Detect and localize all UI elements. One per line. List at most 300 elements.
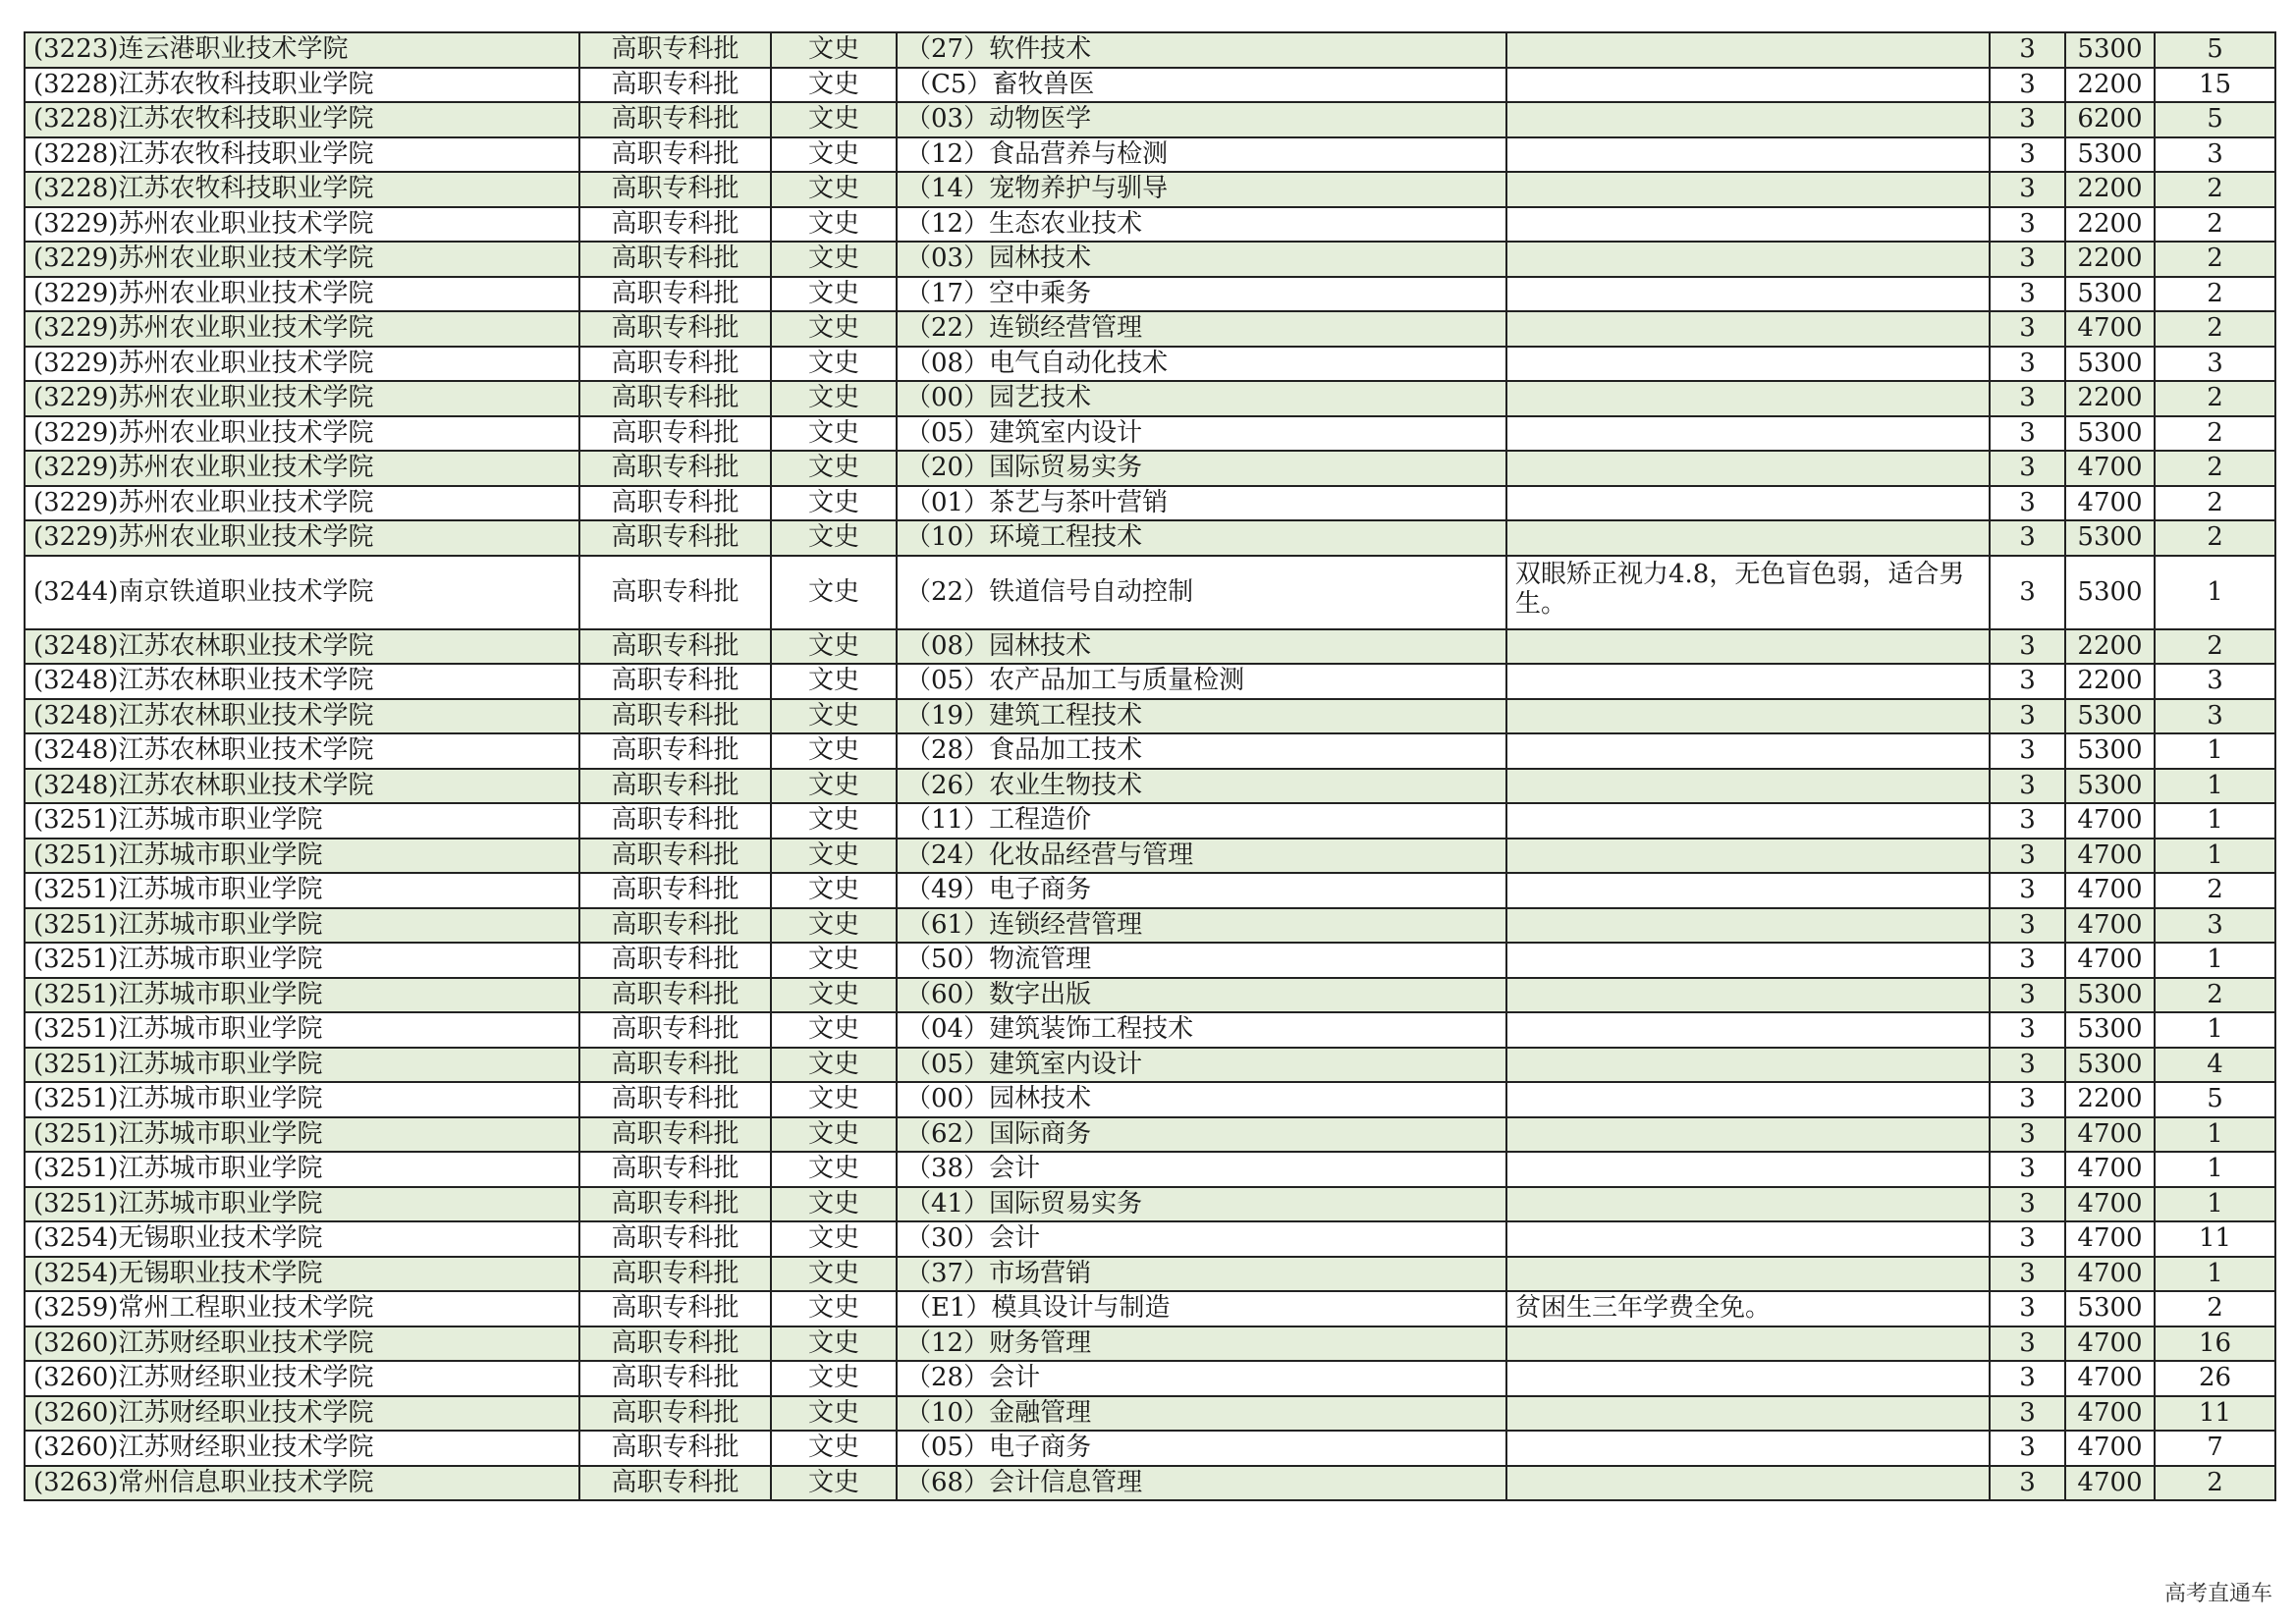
note-cell (1506, 486, 1990, 521)
years-cell: 3 (1990, 1291, 2065, 1326)
school-cell: (3251)江苏城市职业学院 (25, 839, 579, 874)
school-cell: (3229)苏州农业职业技术学院 (25, 242, 579, 277)
subject-cell: 文史 (771, 68, 897, 103)
tuition-cell: 4700 (2065, 451, 2155, 486)
major-cell: （22）铁道信号自动控制 (897, 556, 1506, 629)
school-cell: (3254)无锡职业技术学院 (25, 1221, 579, 1257)
major-cell: （03）园林技术 (897, 242, 1506, 277)
subject-cell: 文史 (771, 32, 897, 68)
quota-cell: 5 (2155, 32, 2275, 68)
school-cell: (3263)常州信息职业技术学院 (25, 1466, 579, 1501)
major-cell: （28）食品加工技术 (897, 733, 1506, 769)
school-cell: (3260)江苏财经职业技术学院 (25, 1396, 579, 1432)
subject-cell: 文史 (771, 1361, 897, 1396)
note-cell (1506, 943, 1990, 978)
note-cell (1506, 803, 1990, 839)
years-cell: 3 (1990, 664, 2065, 699)
major-cell: （05）电子商务 (897, 1431, 1506, 1466)
school-cell: (3229)苏州农业职业技术学院 (25, 486, 579, 521)
subject-cell: 文史 (771, 102, 897, 137)
batch-cell: 高职专科批 (579, 664, 771, 699)
school-cell: (3248)江苏农林职业技术学院 (25, 733, 579, 769)
tuition-cell: 5300 (2065, 769, 2155, 804)
years-cell: 3 (1990, 629, 2065, 665)
table-body (25, 32, 2275, 1500)
quota-cell: 4 (2155, 1048, 2275, 1083)
school-cell: (3248)江苏农林职业技术学院 (25, 769, 579, 804)
tuition-cell: 2200 (2065, 172, 2155, 207)
quota-cell: 1 (2155, 943, 2275, 978)
note-cell (1506, 137, 1990, 173)
batch-cell: 高职专科批 (579, 1257, 771, 1292)
table-row (25, 486, 2275, 521)
quota-cell: 2 (2155, 277, 2275, 312)
quota-cell: 1 (2155, 839, 2275, 874)
years-cell: 3 (1990, 556, 2065, 629)
tuition-cell: 2200 (2065, 207, 2155, 243)
batch-cell: 高职专科批 (579, 978, 771, 1013)
subject-cell: 文史 (771, 699, 897, 734)
major-cell: （03）动物医学 (897, 102, 1506, 137)
years-cell: 3 (1990, 699, 2065, 734)
major-cell: （05）建筑室内设计 (897, 1048, 1506, 1083)
school-cell: (3229)苏州农业职业技术学院 (25, 520, 579, 556)
subject-cell: 文史 (771, 1082, 897, 1117)
years-cell: 3 (1990, 381, 2065, 416)
years-cell: 3 (1990, 1431, 2065, 1466)
note-cell (1506, 451, 1990, 486)
subject-cell: 文史 (771, 1048, 897, 1083)
tuition-cell: 2200 (2065, 1082, 2155, 1117)
school-cell: (3244)南京铁道职业技术学院 (25, 556, 579, 629)
note-cell (1506, 172, 1990, 207)
subject-cell: 文史 (771, 733, 897, 769)
major-cell: （C5）畜牧兽医 (897, 68, 1506, 103)
tuition-cell: 4700 (2065, 1396, 2155, 1432)
school-cell: (3248)江苏农林职业技术学院 (25, 699, 579, 734)
major-cell: （E1）模具设计与制造 (897, 1291, 1506, 1326)
years-cell: 3 (1990, 1466, 2065, 1501)
years-cell: 3 (1990, 803, 2065, 839)
subject-cell: 文史 (771, 873, 897, 908)
major-cell: （22）连锁经营管理 (897, 311, 1506, 347)
note-cell (1506, 978, 1990, 1013)
table-row (25, 1187, 2275, 1222)
batch-cell: 高职专科批 (579, 172, 771, 207)
quota-cell: 2 (2155, 629, 2275, 665)
school-cell: (3260)江苏财经职业技术学院 (25, 1326, 579, 1362)
quota-cell: 1 (2155, 556, 2275, 629)
major-cell: （12）食品营养与检测 (897, 137, 1506, 173)
tuition-cell: 4700 (2065, 873, 2155, 908)
years-cell: 3 (1990, 1396, 2065, 1432)
batch-cell: 高职专科批 (579, 347, 771, 382)
school-cell: (3228)江苏农牧科技职业学院 (25, 137, 579, 173)
table-row (25, 451, 2275, 486)
note-cell (1506, 733, 1990, 769)
note-cell (1506, 311, 1990, 347)
batch-cell: 高职专科批 (579, 839, 771, 874)
school-cell: (3229)苏州农业职业技术学院 (25, 416, 579, 452)
subject-cell: 文史 (771, 803, 897, 839)
table-row (25, 1431, 2275, 1466)
note-cell (1506, 699, 1990, 734)
major-cell: （01）茶艺与茶叶营销 (897, 486, 1506, 521)
years-cell: 3 (1990, 978, 2065, 1013)
subject-cell: 文史 (771, 137, 897, 173)
tuition-cell: 5300 (2065, 733, 2155, 769)
batch-cell: 高职专科批 (579, 1082, 771, 1117)
major-cell: （38）会计 (897, 1152, 1506, 1187)
tuition-cell: 2200 (2065, 68, 2155, 103)
school-cell: (3260)江苏财经职业技术学院 (25, 1361, 579, 1396)
table-row (25, 839, 2275, 874)
subject-cell: 文史 (771, 381, 897, 416)
subject-cell: 文史 (771, 207, 897, 243)
table-row (25, 943, 2275, 978)
table-row (25, 769, 2275, 804)
years-cell: 3 (1990, 1221, 2065, 1257)
quota-cell: 5 (2155, 1082, 2275, 1117)
major-cell: （12）生态农业技术 (897, 207, 1506, 243)
quota-cell: 1 (2155, 1012, 2275, 1048)
major-cell: （12）财务管理 (897, 1326, 1506, 1362)
footer-watermark: 高考直通车 (2163, 1582, 2272, 1606)
major-cell: （26）农业生物技术 (897, 769, 1506, 804)
table-row (25, 664, 2275, 699)
quota-cell: 3 (2155, 347, 2275, 382)
note-cell (1506, 1431, 1990, 1466)
batch-cell: 高职专科批 (579, 207, 771, 243)
quota-cell: 11 (2155, 1396, 2275, 1432)
batch-cell: 高职专科批 (579, 486, 771, 521)
tuition-cell: 2200 (2065, 664, 2155, 699)
quota-cell: 2 (2155, 451, 2275, 486)
quota-cell: 15 (2155, 68, 2275, 103)
table-row (25, 1291, 2275, 1326)
note-cell (1506, 873, 1990, 908)
quota-cell: 2 (2155, 1291, 2275, 1326)
school-cell: (3260)江苏财经职业技术学院 (25, 1431, 579, 1466)
tuition-cell: 5300 (2065, 347, 2155, 382)
years-cell: 3 (1990, 451, 2065, 486)
table-row (25, 381, 2275, 416)
subject-cell: 文史 (771, 520, 897, 556)
tuition-cell: 4700 (2065, 1257, 2155, 1292)
note-cell (1506, 416, 1990, 452)
tuition-cell: 4700 (2065, 943, 2155, 978)
major-cell: （08）电气自动化技术 (897, 347, 1506, 382)
years-cell: 3 (1990, 32, 2065, 68)
tuition-cell: 4700 (2065, 486, 2155, 521)
table-row (25, 1466, 2275, 1501)
school-cell: (3228)江苏农牧科技职业学院 (25, 102, 579, 137)
school-cell: (3229)苏州农业职业技术学院 (25, 381, 579, 416)
table-row (25, 1361, 2275, 1396)
years-cell: 3 (1990, 1012, 2065, 1048)
school-cell: (3251)江苏城市职业学院 (25, 908, 579, 944)
note-cell (1506, 1396, 1990, 1432)
tuition-cell: 5300 (2065, 137, 2155, 173)
major-cell: （20）国际贸易实务 (897, 451, 1506, 486)
subject-cell: 文史 (771, 1117, 897, 1153)
tuition-cell: 4700 (2065, 1431, 2155, 1466)
note-cell (1506, 1221, 1990, 1257)
batch-cell: 高职专科批 (579, 1291, 771, 1326)
batch-cell: 高职专科批 (579, 769, 771, 804)
major-cell: （60）数字出版 (897, 978, 1506, 1013)
batch-cell: 高职专科批 (579, 1117, 771, 1153)
subject-cell: 文史 (771, 1257, 897, 1292)
subject-cell: 文史 (771, 978, 897, 1013)
note-cell: 贫困生三年学费全免。 (1506, 1291, 1990, 1326)
table-row (25, 102, 2275, 137)
table-row (25, 733, 2275, 769)
quota-cell: 2 (2155, 381, 2275, 416)
years-cell: 3 (1990, 1048, 2065, 1083)
tuition-cell: 6200 (2065, 102, 2155, 137)
major-cell: （68）会计信息管理 (897, 1466, 1506, 1501)
table-row (25, 1152, 2275, 1187)
quota-cell: 2 (2155, 520, 2275, 556)
school-cell: (3251)江苏城市职业学院 (25, 1012, 579, 1048)
school-cell: (3251)江苏城市职业学院 (25, 1152, 579, 1187)
note-cell (1506, 1082, 1990, 1117)
quota-cell: 3 (2155, 664, 2275, 699)
table-row (25, 416, 2275, 452)
years-cell: 3 (1990, 102, 2065, 137)
table-row (25, 1048, 2275, 1083)
tuition-cell: 5300 (2065, 978, 2155, 1013)
quota-cell: 3 (2155, 137, 2275, 173)
note-cell (1506, 1257, 1990, 1292)
subject-cell: 文史 (771, 277, 897, 312)
note-cell (1506, 242, 1990, 277)
school-cell: (3254)无锡职业技术学院 (25, 1257, 579, 1292)
major-cell: （49）电子商务 (897, 873, 1506, 908)
tuition-cell: 4700 (2065, 1221, 2155, 1257)
table-row (25, 1396, 2275, 1432)
tuition-cell: 2200 (2065, 242, 2155, 277)
table-row (25, 32, 2275, 68)
subject-cell: 文史 (771, 629, 897, 665)
table-row (25, 556, 2275, 629)
table-row (25, 1082, 2275, 1117)
table-row (25, 68, 2275, 103)
quota-cell: 2 (2155, 1466, 2275, 1501)
major-cell: （10）环境工程技术 (897, 520, 1506, 556)
table-row (25, 172, 2275, 207)
batch-cell: 高职专科批 (579, 520, 771, 556)
batch-cell: 高职专科批 (579, 1152, 771, 1187)
table-row (25, 520, 2275, 556)
tuition-cell: 4700 (2065, 1187, 2155, 1222)
major-cell: （61）连锁经营管理 (897, 908, 1506, 944)
table-row (25, 978, 2275, 1013)
tuition-cell: 5300 (2065, 416, 2155, 452)
years-cell: 3 (1990, 1152, 2065, 1187)
table-row (25, 1257, 2275, 1292)
years-cell: 3 (1990, 1361, 2065, 1396)
batch-cell: 高职专科批 (579, 733, 771, 769)
note-cell (1506, 68, 1990, 103)
major-cell: （27）软件技术 (897, 32, 1506, 68)
note-cell (1506, 664, 1990, 699)
table-row (25, 699, 2275, 734)
quota-cell: 2 (2155, 486, 2275, 521)
tuition-cell: 5300 (2065, 520, 2155, 556)
batch-cell: 高职专科批 (579, 32, 771, 68)
note-cell: 双眼矫正视力4.8，无色盲色弱，适合男生。 (1506, 556, 1990, 629)
subject-cell: 文史 (771, 664, 897, 699)
quota-cell: 3 (2155, 699, 2275, 734)
tuition-cell: 4700 (2065, 1117, 2155, 1153)
school-cell: (3251)江苏城市职业学院 (25, 1187, 579, 1222)
batch-cell: 高职专科批 (579, 803, 771, 839)
batch-cell: 高职专科批 (579, 699, 771, 734)
school-cell: (3229)苏州农业职业技术学院 (25, 311, 579, 347)
school-cell: (3251)江苏城市职业学院 (25, 873, 579, 908)
years-cell: 3 (1990, 486, 2065, 521)
batch-cell: 高职专科批 (579, 1048, 771, 1083)
years-cell: 3 (1990, 207, 2065, 243)
note-cell (1506, 1361, 1990, 1396)
note-cell (1506, 381, 1990, 416)
quota-cell: 26 (2155, 1361, 2275, 1396)
quota-cell: 7 (2155, 1431, 2275, 1466)
subject-cell: 文史 (771, 556, 897, 629)
tuition-cell: 4700 (2065, 311, 2155, 347)
major-cell: （14）宠物养护与驯导 (897, 172, 1506, 207)
years-cell: 3 (1990, 839, 2065, 874)
batch-cell: 高职专科批 (579, 1466, 771, 1501)
note-cell (1506, 839, 1990, 874)
major-cell: （08）园林技术 (897, 629, 1506, 665)
quota-cell: 3 (2155, 908, 2275, 944)
batch-cell: 高职专科批 (579, 629, 771, 665)
note-cell (1506, 1048, 1990, 1083)
quota-cell: 2 (2155, 172, 2275, 207)
school-cell: (3229)苏州农业职业技术学院 (25, 347, 579, 382)
years-cell: 3 (1990, 277, 2065, 312)
school-cell: (3228)江苏农牧科技职业学院 (25, 68, 579, 103)
note-cell (1506, 1117, 1990, 1153)
quota-cell: 1 (2155, 1187, 2275, 1222)
years-cell: 3 (1990, 873, 2065, 908)
school-cell: (3259)常州工程职业技术学院 (25, 1291, 579, 1326)
subject-cell: 文史 (771, 1012, 897, 1048)
batch-cell: 高职专科批 (579, 1187, 771, 1222)
subject-cell: 文史 (771, 486, 897, 521)
major-cell: （37）市场营销 (897, 1257, 1506, 1292)
batch-cell: 高职专科批 (579, 873, 771, 908)
note-cell (1506, 629, 1990, 665)
batch-cell: 高职专科批 (579, 1361, 771, 1396)
school-cell: (3251)江苏城市职业学院 (25, 803, 579, 839)
subject-cell: 文史 (771, 943, 897, 978)
subject-cell: 文史 (771, 347, 897, 382)
major-cell: （00）园艺技术 (897, 381, 1506, 416)
years-cell: 3 (1990, 943, 2065, 978)
batch-cell: 高职专科批 (579, 277, 771, 312)
batch-cell: 高职专科批 (579, 381, 771, 416)
tuition-cell: 2200 (2065, 381, 2155, 416)
subject-cell: 文史 (771, 1221, 897, 1257)
tuition-cell: 5300 (2065, 1048, 2155, 1083)
table-row (25, 137, 2275, 173)
batch-cell: 高职专科批 (579, 102, 771, 137)
batch-cell: 高职专科批 (579, 943, 771, 978)
major-cell: （28）会计 (897, 1361, 1506, 1396)
table-row (25, 1326, 2275, 1362)
years-cell: 3 (1990, 520, 2065, 556)
subject-cell: 文史 (771, 242, 897, 277)
batch-cell: 高职专科批 (579, 242, 771, 277)
major-cell: （00）园林技术 (897, 1082, 1506, 1117)
note-cell (1506, 277, 1990, 312)
major-cell: （24）化妆品经营与管理 (897, 839, 1506, 874)
batch-cell: 高职专科批 (579, 311, 771, 347)
tuition-cell: 4700 (2065, 908, 2155, 944)
batch-cell: 高职专科批 (579, 1012, 771, 1048)
subject-cell: 文史 (771, 1187, 897, 1222)
tuition-cell: 4700 (2065, 839, 2155, 874)
note-cell (1506, 1326, 1990, 1362)
note-cell (1506, 207, 1990, 243)
years-cell: 3 (1990, 172, 2065, 207)
school-cell: (3251)江苏城市职业学院 (25, 1082, 579, 1117)
batch-cell: 高职专科批 (579, 1396, 771, 1432)
subject-cell: 文史 (771, 311, 897, 347)
note-cell (1506, 520, 1990, 556)
school-cell: (3251)江苏城市职业学院 (25, 1117, 579, 1153)
years-cell: 3 (1990, 68, 2065, 103)
tuition-cell: 4700 (2065, 1361, 2155, 1396)
school-cell: (3251)江苏城市职业学院 (25, 978, 579, 1013)
subject-cell: 文史 (771, 839, 897, 874)
note-cell (1506, 347, 1990, 382)
batch-cell: 高职专科批 (579, 908, 771, 944)
batch-cell: 高职专科批 (579, 556, 771, 629)
batch-cell: 高职专科批 (579, 451, 771, 486)
school-cell: (3251)江苏城市职业学院 (25, 943, 579, 978)
tuition-cell: 5300 (2065, 556, 2155, 629)
quota-cell: 2 (2155, 207, 2275, 243)
school-cell: (3248)江苏农林职业技术学院 (25, 664, 579, 699)
years-cell: 3 (1990, 137, 2065, 173)
tuition-cell: 5300 (2065, 1291, 2155, 1326)
major-cell: （62）国际商务 (897, 1117, 1506, 1153)
admission-table (24, 31, 2276, 1501)
major-cell: （11）工程造价 (897, 803, 1506, 839)
subject-cell: 文史 (771, 1431, 897, 1466)
quota-cell: 11 (2155, 1221, 2275, 1257)
subject-cell: 文史 (771, 1466, 897, 1501)
quota-cell: 2 (2155, 978, 2275, 1013)
note-cell (1506, 769, 1990, 804)
quota-cell: 2 (2155, 873, 2275, 908)
major-cell: （05）建筑室内设计 (897, 416, 1506, 452)
table-row (25, 242, 2275, 277)
batch-cell: 高职专科批 (579, 68, 771, 103)
note-cell (1506, 1012, 1990, 1048)
table-row (25, 1221, 2275, 1257)
batch-cell: 高职专科批 (579, 1326, 771, 1362)
years-cell: 3 (1990, 1326, 2065, 1362)
tuition-cell: 2200 (2065, 629, 2155, 665)
quota-cell: 1 (2155, 803, 2275, 839)
subject-cell: 文史 (771, 451, 897, 486)
